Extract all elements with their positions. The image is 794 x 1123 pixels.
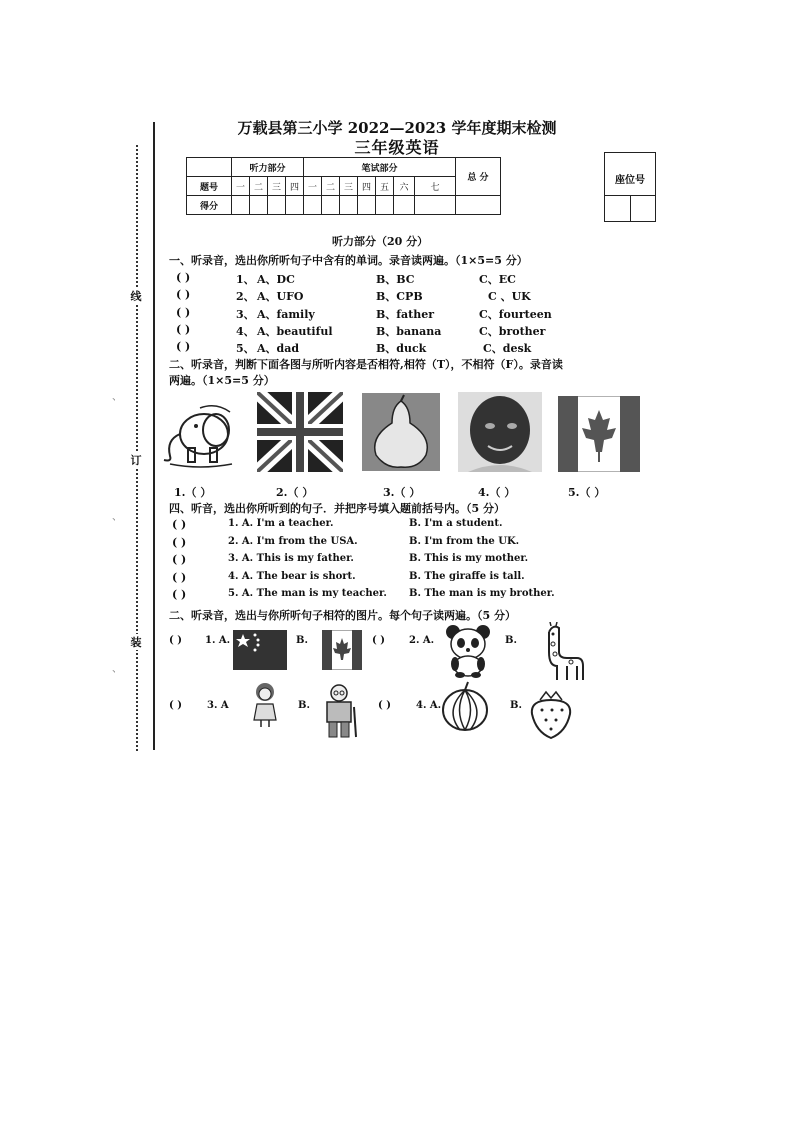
q5-option-b: B.: [298, 700, 310, 711]
q4-option-b: B. This is my mother.: [409, 553, 529, 564]
q2-instruction-line2: 两遍。（1×5=5 分）: [169, 374, 275, 387]
q5-option-b: B.: [296, 635, 308, 646]
q4-paren[interactable]: ( ): [172, 588, 187, 601]
q1-option-b: B、duck: [376, 342, 427, 355]
q5-num: 1. A.: [205, 635, 231, 646]
q4-option-b: B. I'm a student.: [409, 518, 503, 529]
mother-picture: [250, 682, 280, 728]
boy-face-picture: [458, 392, 542, 472]
q2-answer-4[interactable]: 4.（ ）: [478, 486, 516, 499]
q1-option-a: A、DC: [257, 273, 295, 286]
q1-option-a: A、dad: [257, 342, 300, 355]
q5-num: 2. A.: [409, 635, 435, 646]
q1-num: 5、: [236, 342, 255, 355]
q2-answer-3[interactable]: 3.（ ）: [383, 486, 421, 499]
listening-section-title: 听力部分（20 分）: [332, 235, 429, 248]
q1-paren[interactable]: ( ): [176, 271, 191, 284]
col-num: 四: [358, 177, 376, 196]
row-label-score: 得分: [187, 196, 232, 215]
total-header: 总 分: [456, 158, 501, 196]
china-flag-picture: [233, 630, 287, 670]
q4-option-a: 5. A. The man is my teacher.: [228, 588, 387, 599]
strawberry-picture: [526, 688, 576, 740]
q1-option-a: A、family: [257, 308, 315, 321]
q1-option-a: A、UFO: [257, 290, 304, 303]
q4-option-a: 1. A. I'm a teacher.: [228, 518, 334, 529]
q1-option-b: B、banana: [376, 325, 442, 338]
grandfather-picture: [318, 683, 360, 739]
row-label-number: 题号: [187, 177, 232, 196]
col-num: 七: [415, 177, 456, 196]
seat-number-label: 座位号: [615, 175, 645, 186]
q4-option-b: B. I'm from the UK.: [409, 536, 520, 547]
margin-char-ding: 订: [130, 454, 142, 467]
cut-line: [136, 145, 138, 751]
q5-paren[interactable]: ( ): [378, 700, 391, 711]
uk-flag-picture: [257, 392, 343, 472]
q5-paren[interactable]: ( ): [169, 700, 182, 711]
q5-instruction: 二、听录音，选出与你所听句子相符的图片。每个句子读两遍。（5 分）: [169, 609, 516, 622]
q4-paren[interactable]: ( ): [172, 518, 187, 531]
col-num: 三: [340, 177, 358, 196]
binding-line: [153, 122, 155, 750]
q1-option-c: C、fourteen: [479, 308, 552, 321]
q1-option-b: B、father: [376, 308, 435, 321]
col-num: 三: [268, 177, 286, 196]
q1-option-c: C 、UK: [488, 290, 531, 303]
panda-picture: [443, 622, 493, 678]
q4-paren[interactable]: ( ): [172, 553, 187, 566]
q4-option-a: 3. A. This is my father.: [228, 553, 354, 564]
score-cell[interactable]: [286, 196, 304, 215]
exam-subtitle: 三年级英语: [354, 138, 440, 157]
q1-option-c: C、EC: [479, 273, 516, 286]
q5-paren[interactable]: ( ): [372, 635, 385, 646]
col-num: 五: [376, 177, 394, 196]
margin-speck: 、: [112, 664, 122, 675]
q1-num: 1、: [236, 273, 255, 286]
score-cell[interactable]: [456, 196, 501, 215]
seat-number-box: [604, 152, 656, 222]
watermelon-picture: [440, 680, 490, 732]
canada-flag-small-picture: [322, 630, 362, 670]
q2-answer-5[interactable]: 5.（ ）: [568, 486, 606, 499]
q1-paren[interactable]: ( ): [176, 306, 191, 319]
seat-divider-vertical: [630, 195, 631, 221]
score-cell[interactable]: [322, 196, 340, 215]
score-cell[interactable]: [358, 196, 376, 215]
q4-instruction: 四、听音，选出你所听到的句子．并把序号填入题前括号内。（5 分）: [169, 502, 505, 515]
written-header: 笔试部分: [304, 158, 456, 177]
margin-char-xian: 线: [130, 290, 142, 303]
score-table-corner: [187, 158, 232, 177]
col-num: 六: [394, 177, 415, 196]
col-num: 一: [232, 177, 250, 196]
q1-option-b: B、CPB: [376, 290, 423, 303]
col-num: 二: [250, 177, 268, 196]
listening-header: 听力部分: [232, 158, 304, 177]
score-cell[interactable]: [394, 196, 415, 215]
q2-instruction-line1: 二、听录音，判断下面各图与所听内容是否相符,相符（T），不相符（F）。录音读: [169, 358, 563, 371]
canada-flag-picture: [558, 396, 640, 472]
exam-title: 万载县第三小学 2022—2023 学年度期末检测: [237, 119, 557, 137]
score-cell[interactable]: [376, 196, 394, 215]
q1-option-a: A、beautiful: [257, 325, 333, 338]
score-table: [186, 157, 501, 215]
q1-instruction: 一、听录音，选出你所听句子中含有的单词。录音读两遍。（1×5=5 分）: [169, 254, 528, 267]
elephant-picture: [160, 400, 238, 472]
q5-option-b: B.: [505, 635, 517, 646]
q1-option-c: C、desk: [483, 342, 532, 355]
q4-option-b: B. The giraffe is tall.: [409, 571, 525, 582]
col-num: 一: [304, 177, 322, 196]
q1-paren[interactable]: ( ): [176, 323, 191, 336]
q1-paren[interactable]: ( ): [176, 288, 191, 301]
score-cell[interactable]: [268, 196, 286, 215]
q1-num: 3、: [236, 308, 255, 321]
col-num: 四: [286, 177, 304, 196]
q5-option-b: B.: [510, 700, 522, 711]
q4-option-b: B. The man is my brother.: [409, 588, 555, 599]
q1-num: 4、: [236, 325, 255, 338]
q1-option-c: C、brother: [479, 325, 546, 338]
q5-num: 3. A: [207, 700, 229, 711]
q5-paren[interactable]: ( ): [169, 635, 182, 646]
score-cell[interactable]: [415, 196, 456, 215]
score-cell[interactable]: [232, 196, 250, 215]
q4-option-a: 4. A. The bear is short.: [228, 571, 356, 582]
q2-answer-1[interactable]: 1.（ ）: [174, 486, 212, 499]
q5-num: 4. A.: [416, 700, 442, 711]
q4-paren[interactable]: ( ): [172, 536, 187, 549]
col-num: 二: [322, 177, 340, 196]
q4-paren[interactable]: ( ): [172, 571, 187, 584]
score-cell[interactable]: [304, 196, 322, 215]
margin-char-zhuang: 装: [130, 636, 142, 649]
score-cell[interactable]: [250, 196, 268, 215]
q2-answer-2[interactable]: 2.（ ）: [276, 486, 314, 499]
q1-paren[interactable]: ( ): [176, 340, 191, 353]
score-cell[interactable]: [340, 196, 358, 215]
q1-num: 2、: [236, 290, 255, 303]
q4-option-a: 2. A. I'm from the USA.: [228, 536, 358, 547]
pear-picture: [362, 393, 440, 471]
margin-speck: 、: [112, 512, 122, 523]
q1-option-b: B、BC: [376, 273, 415, 286]
giraffe-picture: [537, 622, 587, 682]
margin-speck: 、: [112, 392, 122, 403]
